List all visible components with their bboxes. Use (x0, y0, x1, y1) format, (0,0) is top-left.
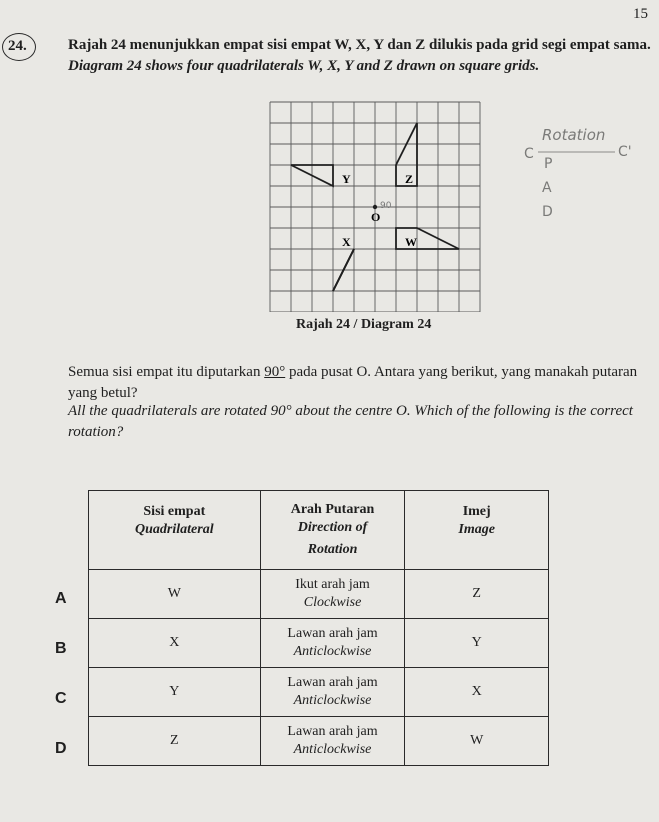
question-text-english: All the quadrilaterals are rotated 90° about the centre O. Which of the following is the correct rotation? (68, 403, 633, 440)
header-direction (260, 491, 405, 570)
row-a-direction (260, 570, 405, 619)
header-col3-en: Image (458, 522, 495, 537)
row-b-direction (260, 619, 405, 668)
header-col1-ms: Sisi empat (143, 504, 206, 519)
diagram-caption: Rajah 24 / Diagram 24 (296, 317, 432, 332)
row-b-image: Y (405, 619, 549, 668)
row-a-quadrilateral: W (89, 570, 261, 619)
question-text-malay-part1: Semua sisi empat itu diputarkan (68, 364, 265, 380)
row-d-direction-ms: Lawan arah jam (287, 724, 378, 739)
question-number: 24. (8, 38, 27, 54)
row-c-direction-ms: Lawan arah jam (287, 675, 378, 690)
row-d-direction (260, 717, 405, 766)
option-b-letter[interactable]: B (55, 640, 67, 657)
table-row[interactable] (89, 619, 549, 668)
header-col3-ms: Imej (462, 504, 491, 519)
hand-rotation: Rotation (542, 126, 606, 144)
label-z: Z (405, 172, 414, 186)
question-text-malay-part2: pada pusat O. Antara yang berikut, yang manakah putaran yang betul? (68, 364, 638, 401)
hand-c: C (524, 146, 534, 162)
row-c-direction-en: Anticlockwise (293, 693, 372, 708)
row-a-image: Z (405, 570, 549, 619)
hand-c-prime: C' (618, 144, 632, 160)
pencil-note: 90 (380, 201, 392, 211)
square-grid-diagram (268, 100, 488, 312)
row-d-direction-en: Anticlockwise (293, 742, 372, 757)
option-a-letter[interactable]: A (55, 590, 67, 607)
table-row[interactable] (89, 668, 549, 717)
question-title-english: Diagram 24 shows four quadrilaterals W, X, Y and Z drawn on square grids. (68, 58, 540, 74)
centre-point (373, 205, 377, 209)
table-row[interactable] (89, 717, 549, 766)
row-b-direction-en: Anticlockwise (293, 644, 372, 659)
header-image (405, 491, 549, 570)
row-d-image: W (405, 717, 549, 766)
question-text-malay-angle: 90° (264, 364, 286, 380)
header-col1-en: Quadrilateral (135, 522, 214, 537)
label-w: W (405, 235, 417, 249)
row-a-direction-en: Clockwise (303, 595, 362, 610)
option-d-letter[interactable]: D (55, 740, 67, 757)
handwritten-notes (520, 120, 650, 230)
row-c-image: X (405, 668, 549, 717)
option-c-letter[interactable]: C (55, 690, 67, 707)
header-col2-en1: Direction of (297, 520, 368, 535)
header-col2-ms: Arah Putaran (290, 502, 375, 517)
row-d-quadrilateral: Z (89, 717, 261, 766)
header-col2-en2: Rotation (307, 542, 358, 557)
table-row[interactable] (89, 570, 549, 619)
row-c-direction (260, 668, 405, 717)
table-header-row (89, 491, 549, 570)
row-a-direction-ms: Ikut arah jam (295, 577, 370, 592)
options-table (88, 490, 549, 766)
row-c-quadrilateral: Y (89, 668, 261, 717)
hand-p: P (544, 156, 553, 172)
row-b-direction-ms: Lawan arah jam (287, 626, 378, 641)
question-title-malay: Rajah 24 menunjukkan empat sisi empat W, X, Y dan Z dilukis pada grid segi empat sama. (68, 37, 651, 53)
question-text-malay (68, 362, 638, 404)
page-number: 15 (633, 6, 648, 22)
label-x: X (342, 235, 351, 249)
hand-d: D (542, 204, 553, 220)
label-y: Y (342, 172, 351, 186)
row-b-quadrilateral: X (89, 619, 261, 668)
label-o: O (371, 210, 381, 224)
hand-a: A (542, 180, 552, 196)
header-quadrilateral (89, 491, 261, 570)
